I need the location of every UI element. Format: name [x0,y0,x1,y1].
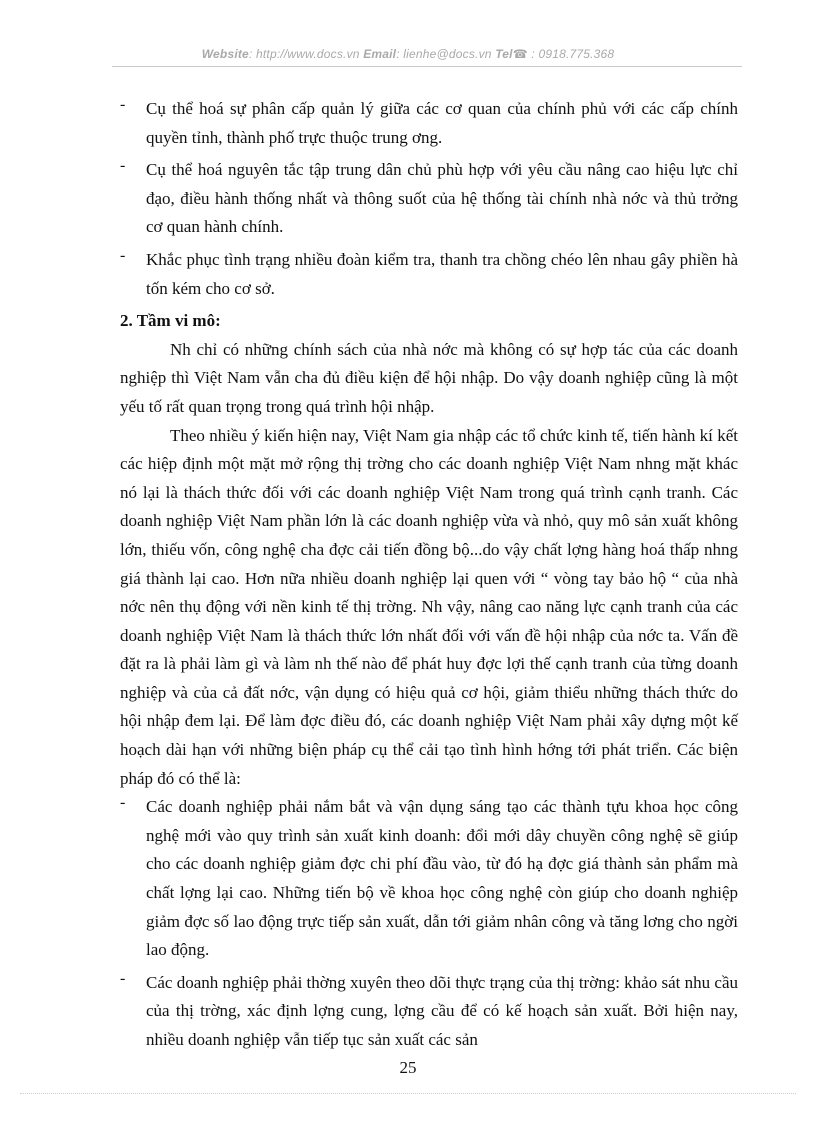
tel-value: ☎ : 0918.775.368 [512,47,615,61]
list-item-text: Cụ thể hoá nguyên tắc tập trung dân chủ phù hợp với yêu cầu nâng cao hiệu lực chỉ đạo, điều hành thống nhất và thông suốt của hệ thống tài chính nhà nớc và thủ trởng cơ quan hành chính. [146,160,738,237]
list-item [120,156,738,242]
paragraph: Theo nhiều ý kiến hiện nay, Việt Nam gia nhập các tổ chức kinh tế, tiến hành kí kết các hiệp định một mặt mở rộng thị trờng cho các doanh nghiệp Việt Nam nhng mặt khác nó lại là thách thức đối với các doanh nghiệp Việt Nam trong quá trình cạnh tranh. Các doanh nghiệp Việt Nam phần lớn là các doanh nghiệp vừa và nhỏ, quy mô sản xuất không lớn, thiếu vốn, công nghệ cha đợc cải tiến đồng bộ...do vậy chất lợng hàng hoá thấp nhng giá thành lại cao. Hơn nữa nhiều doanh nghiệp lại quen với “ vòng tay bảo hộ “ của nhà nớc nên thụ động với nền kinh tế thị trờng. Nh vậy, nâng cao năng lực cạnh tranh của các doanh nghiệp Việt Nam là thách thức lớn nhất đối với vấn đề hội nhập của nớc ta. Vấn đề đặt ra là phải làm gì và làm nh thế nào để phát huy đợc lợi thế cạnh tranh của từng doanh nghiệp và của cả đất nớc, vận dụng có hiệu quả cơ hội, giảm thiểu những thách thức do hội nhập đem lại. Để làm đợc điều đó, các doanh nghiệp Việt Nam phải xây dựng một kế hoạch dài hạn với những biện pháp cụ thể cải tạo tình hình hớng tới phát triển. Các biện pháp đó có thể là: [120,425,738,788]
page-number: 25 [399,1058,417,1077]
footer-divider [20,1093,796,1094]
list-item [120,793,738,965]
email-label: Email [363,47,397,61]
page-header [0,47,816,61]
bullet-marker: - [120,969,126,987]
bullet-marker: - [120,96,126,113]
list-item-text: Khắc phục tình trạng nhiều đoàn kiểm tra, thanh tra chồng chéo lên nhau gây phiền hà tốn kém cho cơ sở. [146,249,738,298]
list-item-text: Cụ thể hoá sự phân cấp quản lý giữa các cơ quan của chính phủ với các cấp chính quyền tỉnh, thành phố trực thuộc trung ơng. [146,99,738,147]
email-value[interactable]: : lienhe@docs.vn [396,47,492,61]
paragraph: Nh chỉ có những chính sách của nhà nớc mà không có sự hợp tác của các doanh nghiệp thì Việt Nam vẫn cha đủ điều kiện để hội nhập. Do vậy doanh nghiệp cũng là một yếu tố rất quan trọng trong quá trình hội nhập. [120,339,738,416]
list-item-text: Các doanh nghiệp phải nắm bắt và vận dụng sáng tạo các thành tựu khoa học công nghệ mới vào quy trình sản xuất kinh doanh: đổi mới dây chuyền công nghệ sẽ giúp cho các doanh nghiệp giảm đợc chi phí đầu vào, từ đó hạ đợc giá thành sản phẩm mà chất lợng lại cao. Những tiến bộ về khoa học công nghệ còn giúp cho doanh nghiệp giảm đợc số lao động trực tiếp sản xuất, dẫn tới giảm nhân công và tăng lơng cho ngời lao động. [146,797,738,960]
website-label: Website [201,47,249,61]
bullet-marker: - [120,157,126,175]
list-item [120,246,738,303]
bullet-marker: - [120,794,126,812]
tel-label: Tel [495,47,513,61]
document-body [120,95,738,1059]
header-divider [112,66,742,67]
website-value[interactable]: : http://www.docs.vn [248,47,360,61]
bullet-marker: - [120,246,126,264]
list-item-text: Các doanh nghiệp phải thờng xuyên theo dõi thực trạng của thị trờng: khảo sát nhu cầu của thị trờng, xác định lợng cung, lợng cầu để có kế hoạch sản xuất. Bởi hiện nay, nhiều doanh nghiệp vẫn tiếp tục sản xuất các sản [146,972,738,1049]
section-heading: 2. Tầm vi mô: [120,311,221,331]
list-item [120,969,738,1055]
list-item [120,95,738,152]
